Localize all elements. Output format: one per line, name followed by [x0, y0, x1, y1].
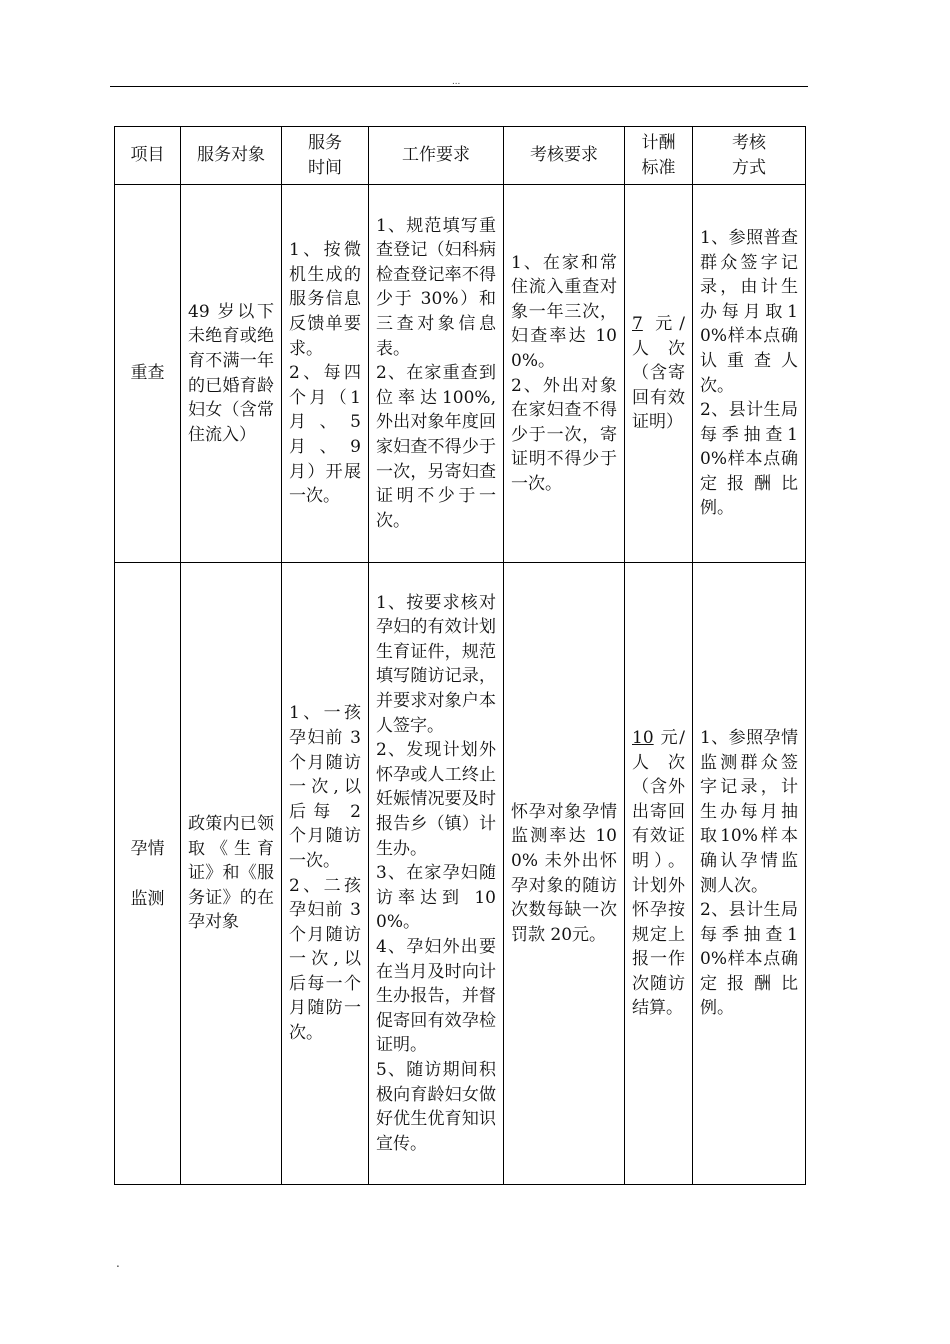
header-assess: 考核要求 — [504, 127, 625, 185]
row-time — [282, 185, 369, 563]
footer-mark: . — [116, 1256, 120, 1270]
row-item-text: 孕情 监测 — [130, 838, 165, 909]
header-target: 服务对象 — [181, 127, 282, 185]
row-pay — [625, 563, 693, 1185]
header-rule — [110, 86, 808, 87]
row-target — [181, 563, 282, 1185]
row-method-text: 1、参照孕情监测群众签字记录，计生办每月抽取10%样本确认孕情监测人次。 2、县计生局每季抽查10%样本点确定报酬比例。 — [700, 727, 798, 1019]
row-work-text: 1、按要求核对孕妇的有效计划生育证件，规范填写随访记录，并要求对象户本人签字。 2、发现计划外怀孕或人工终止妊娠情况要及时报告乡（镇）计生办。 3、在家孕妇随访率达到 100%。 4、孕妇外出要在当月及时向计生办报告，并督促寄回有效孕检证明。 5、随访期间积极向育龄妇女做好优生优育知识宣传。 — [376, 592, 496, 1154]
header-pay: 计酬 标准 — [625, 127, 693, 185]
row-time-text: 1、按微机生成的服务信息反馈单要求。 2、每四个月（1 月、5 月、9 月）开展一次。 — [289, 240, 361, 507]
row-assess-text: 怀孕对象孕情监测率达 100% 未外出怀孕对象的随访次数每缺一次罚款 20元。 — [511, 801, 617, 945]
row-time-text: 1、一孩孕妇前 3 个月随访一次,以后每 2 个月随访一次。 2、二孩孕妇前 3 个月随访一次,以后每一个月随防一次。 — [289, 703, 361, 1044]
table-row — [115, 563, 806, 1185]
header-method: 考核 方式 — [693, 127, 806, 185]
header-time: 服务 时间 — [282, 127, 369, 185]
row-method — [693, 185, 806, 563]
row-pay — [625, 185, 693, 563]
row-target — [181, 185, 282, 563]
row-work — [369, 563, 504, 1185]
row-assess-text: 1、在家和常住流入重查对象一年三次，妇查率达 100%。 2、外出对象在家妇查不得少于一次，寄证明不得少于一次。 — [511, 252, 617, 494]
row-assess — [504, 185, 625, 563]
row-target-text: 政策内已领取《生育证》和《服务证》的在孕对象 — [188, 814, 274, 933]
row-work-text: 1、规范填写重查登记（妇科病检查登记率不得少于 30%）和三查对象信息表。 2、在家重查到位率达100%, 外出对象年度回家妇查不得少于一次，另寄妇查证明不少于一次。 — [376, 215, 496, 531]
pay-amount: 10 — [632, 727, 654, 748]
table-row — [115, 185, 806, 563]
table-header-row — [115, 127, 806, 185]
row-target-text: 49 岁以下未绝育或绝育不满一年的已婚育龄妇女（含常住流入） — [188, 301, 274, 445]
row-assess — [504, 563, 625, 1185]
header-mark: ... — [452, 76, 461, 87]
row-item — [115, 185, 181, 563]
row-item — [115, 563, 181, 1185]
row-pay-text — [625, 726, 692, 1021]
header-work: 工作要求 — [369, 127, 504, 185]
row-work — [369, 185, 504, 563]
row-time — [282, 563, 369, 1185]
pay-rest: 元/人次（含寄回有效证明） — [632, 314, 685, 433]
row-method-text: 1、参照普查群众签字记录，由计生办每月取10%样本点确认重查人次。 2、县计生局每季抽查10%样本点确定报酬比例。 — [700, 227, 798, 519]
header-item: 项目 — [115, 127, 181, 185]
row-method — [693, 563, 806, 1185]
row-item-text: 重查 — [130, 363, 165, 384]
pay-amount: 7 — [632, 314, 643, 335]
pay-rest: 元/人次（含外出寄回有效证明）。计划外怀孕按规定上报一作次随访结算。 — [632, 727, 685, 1019]
row-pay-text — [625, 312, 692, 435]
service-table — [114, 126, 806, 1185]
